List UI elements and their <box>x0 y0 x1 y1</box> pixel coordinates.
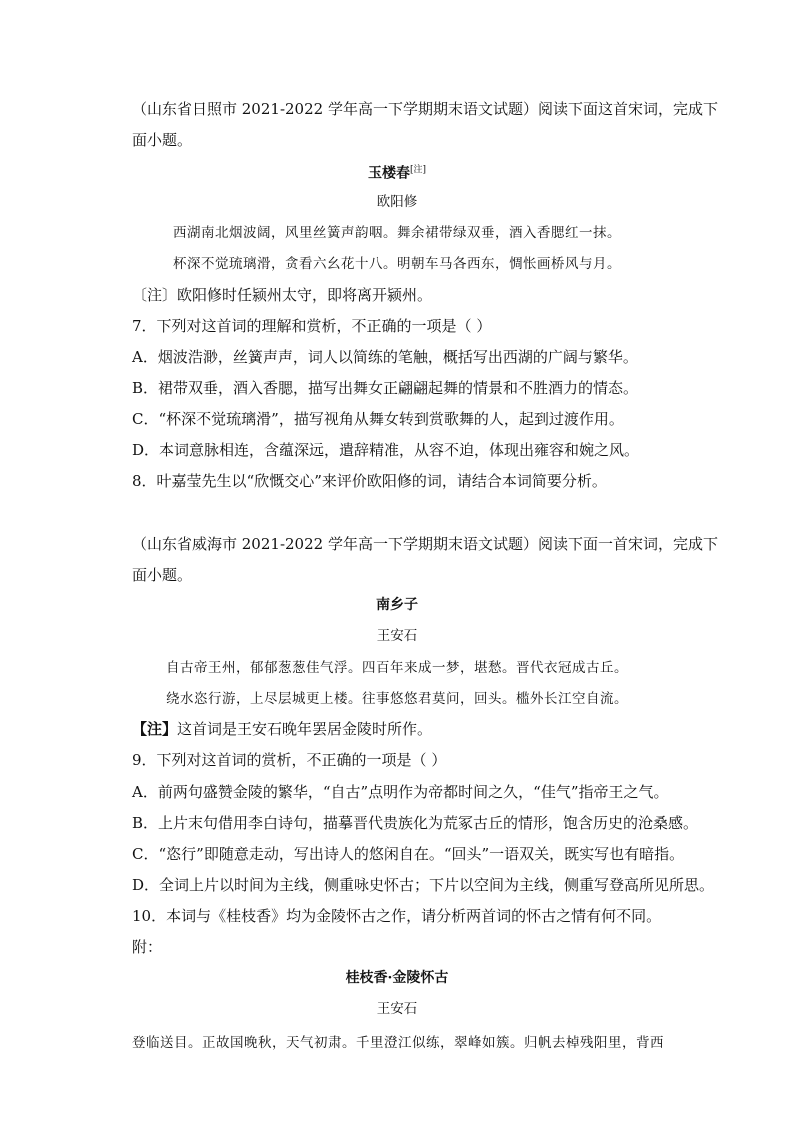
poem-title-text: 玉楼春 <box>367 165 410 182</box>
section1-intro-line2: 面小题。 <box>132 131 193 149</box>
appendix-poem-title: 桂枝香·金陵怀古 <box>345 970 449 986</box>
question-9-option-d: D．全词上片以时间为主线，侧重咏史怀古；下片以空间为主线，侧重写登高所见所思。 <box>132 876 715 894</box>
question-8: 8．叶嘉莹先生以“欣慨交心”来评价欧阳修的词，请结合本词简要分析。 <box>132 472 607 490</box>
question-9: 9．下列对这首词的赏析，不正确的一项是（ ） <box>132 751 447 769</box>
appendix-poem-author: 王安石 <box>376 1001 418 1017</box>
section1-poem-author: 欧阳修 <box>376 194 418 210</box>
poem-title-note-mark: [注] <box>409 165 427 175</box>
section2-poem-line2: 绕水恣行游，上尽层城更上楼。往事悠悠君莫问，回头。槛外长江空自流。 <box>166 691 628 707</box>
note-bracket: 【注】 <box>132 720 178 738</box>
section1-poem-line2: 杯深不觉琉璃滑，贪看六幺花十八。明朝车马各西东，惆怅画桥风与月。 <box>173 256 621 272</box>
question-7-option-d: D．本词意脉相连，含蕴深远，遣辞精准，从容不迫，体现出雍容和婉之风。 <box>132 441 640 459</box>
question-9-option-a: A．前两句盛赞金陵的繁华，“自古”点明作为帝都时间之久，“佳气”指帝王之气。 <box>132 783 669 801</box>
question-7-option-c: C．“杯深不觉琉璃滑”，描写视角从舞女转到赏歌舞的人，起到过渡作用。 <box>132 410 624 428</box>
question-7-option-a: A．烟波浩渺，丝簧声声，词人以简练的笔触，概括写出西湖的广阔与繁华。 <box>132 348 638 366</box>
section2-intro-line2: 面小题。 <box>132 566 193 584</box>
section2-intro-line1: （山东省威海市 2021-2022 学年高一下学期期末语文试题）阅读下面一首宋词，完成下 <box>132 535 718 553</box>
question-7-option-b: B．裙带双垂，酒入香腮，描写出舞女正翩翩起舞的情景和不胜酒力的情态。 <box>132 379 639 397</box>
note-text: 这首词是王安石晚年罢居金陵时所作。 <box>177 720 433 738</box>
question-9-option-b: B．上片末句借用李白诗句，描摹晋代贵族化为荒冢古丘的情形，饱含历史的沧桑感。 <box>132 814 699 832</box>
appendix-label: 附： <box>132 938 163 956</box>
appendix-poem-line1: 登临送目。正故国晚秋，天气初肃。千里澄江似练，翠峰如簇。归帆去棹残阳里，背西 <box>132 1035 664 1051</box>
section1-intro-line1: （山东省日照市 2021-2022 学年高一下学期期末语文试题）阅读下面这首宋词，完成下 <box>132 100 718 118</box>
question-7: 7．下列对这首词的理解和赏析，不正确的一项是（ ） <box>132 317 492 335</box>
section2-poem-title: 南乡子 <box>376 597 418 613</box>
question-9-option-c: C．“恣行”即随意走动，写出诗人的悠闲自在。“回头”一语双关，既实写也有暗指。 <box>132 845 685 863</box>
section2-note <box>132 719 432 739</box>
section2-poem-author: 王安石 <box>376 628 418 644</box>
section1-note: 〔注〕欧阳修时任颍州太守，即将离开颍州。 <box>132 286 433 304</box>
section1-poem-line1: 西湖南北烟波阔，风里丝簧声韵咽。舞余裙带绿双垂，酒入香腮红一抹。 <box>173 225 621 241</box>
question-10: 10．本词与《桂枝香》均为金陵怀古之作，请分析两首词的怀古之情有何不同。 <box>132 907 662 925</box>
section2-poem-line1: 自古帝王州，郁郁葱葱佳气浮。四百年来成一梦，堪愁。晋代衣冠成古丘。 <box>166 660 628 676</box>
section1-poem-title <box>0 160 794 184</box>
